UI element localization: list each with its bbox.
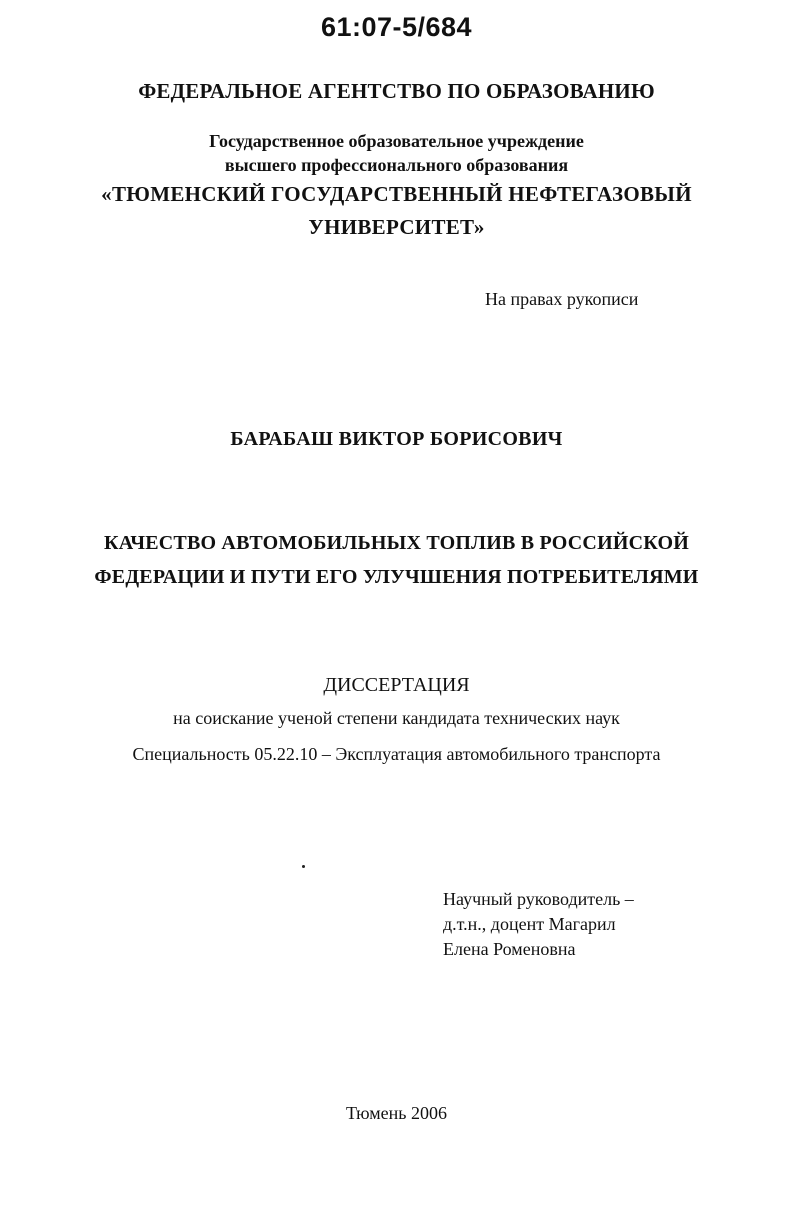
institution-line-1: Государственное образовательное учреждение [209, 131, 584, 151]
agency-heading: ФЕДЕРАЛЬНОЕ АГЕНТСТВО ПО ОБРАЗОВАНИЮ [138, 79, 655, 103]
archive-code: 61:07-5/684 [320, 12, 473, 42]
university-name-line-1: «ТЮМЕНСКИЙ ГОСУДАРСТВЕННЫЙ НЕФТЕГАЗОВЫЙ [101, 182, 692, 206]
dissertation-title-line-2: ФЕДЕРАЦИИ И ПУТИ ЕГО УЛУЧШЕНИЯ ПОТРЕБИТЕЛЯМИ [94, 566, 699, 588]
supervisor-line-2: д.т.н., доцент Магарил [443, 914, 616, 934]
specialty-statement: Специальность 05.22.10 – Эксплуатация автомобильного транспорта [132, 744, 661, 764]
document-type: ДИССЕРТАЦИЯ [323, 674, 470, 696]
scan-speck [302, 865, 305, 868]
supervisor-block [443, 887, 634, 962]
supervisor-line-3: Елена Роменовна [443, 939, 576, 959]
city-year: Тюмень 2006 [345, 1103, 448, 1123]
dissertation-title-line-1: КАЧЕСТВО АВТОМОБИЛЬНЫХ ТОПЛИВ В РОССИЙСКОЙ [104, 532, 689, 554]
degree-statement: на соискание ученой степени кандидата технических наук [173, 708, 620, 728]
supervisor-line-1: Научный руководитель – [443, 889, 634, 909]
manuscript-rights-note: На правах рукописи [485, 289, 639, 309]
author-name: БАРАБАШ ВИКТОР БОРИСОВИЧ [230, 428, 563, 450]
university-name-line-2: УНИВЕРСИТЕТ» [308, 215, 485, 239]
institution-line-2: высшего профессионального образования [224, 155, 569, 175]
